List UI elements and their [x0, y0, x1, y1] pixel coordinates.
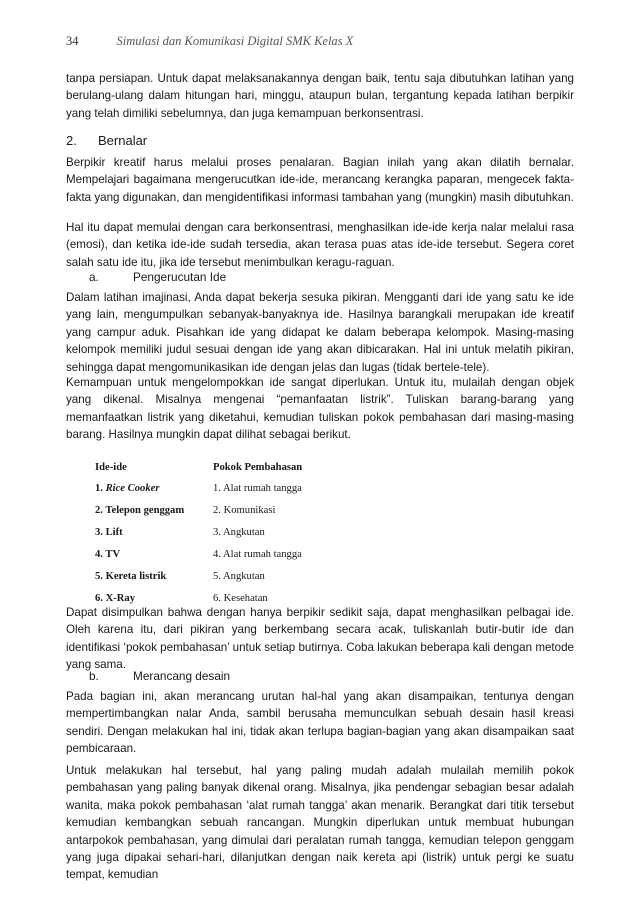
page-number: 34 [66, 34, 79, 48]
paragraph-merancang-1: Pada bagian ini, akan merancang urutan hal-hal yang akan disampaikan, tentunya dengan mempertimbangkan nalar Anda, sambil berusaha memunculkan sebuah desain hasil kreasi sendiri. Dengan melakukan hal ini, tidak akan terlupa bagian-bagian yang akan disampaikan saat pembicaraan. [66, 690, 574, 756]
table-cell-topic: 5. Angkutan [213, 570, 265, 582]
table-header-ideas: Ide-ide [95, 461, 127, 473]
table-cell-topic: 2. Komunikasi [213, 504, 276, 516]
table-row [95, 521, 363, 543]
table-header-row [95, 457, 363, 477]
table-cell-idea: 2. Telepon genggam [95, 504, 185, 516]
table-cell-idea: 4. TV [95, 548, 121, 560]
subheading-letter: a. [89, 270, 99, 284]
paragraph-intro: tanpa persiapan. Untuk dapat melaksanakannya dengan baik, tentu saja dibutuhkan latihan yang berulang-ulang dalam hitungan hari, minggu, ataupun bulan, tergantung kepada latihan berpikir yang telah dimiliki sebelumnya, dan juga kemampuan berkonsentrasi. [66, 72, 574, 120]
table-cell-topic: 3. Angkutan [213, 526, 265, 538]
table-cell-idea: 6. X-Ray [95, 592, 136, 604]
table-cell-idea: 5. Kereta listrik [95, 570, 167, 582]
table-row [95, 477, 363, 499]
section-title: Bernalar [98, 133, 148, 148]
table-row [95, 565, 363, 587]
table-cell-topic: 6. Kesehatan [213, 592, 268, 604]
table-header-topic: Pokok Pembahasan [213, 461, 303, 473]
table-row [95, 499, 363, 521]
page-header [66, 34, 353, 49]
table-cell-idea: 3. Lift [95, 526, 123, 538]
idea-number: 1. [95, 482, 106, 494]
section-heading-bernalar [66, 133, 147, 148]
paragraph-pengerucutan-2: Kemampuan untuk mengelompokkan ide sangat diperlukan. Untuk itu, mulailah dengan objek yang dikenal. Misalnya mengenai “pemanfaatan listrik”. Tuliskan barang-barang yang memanfaatkan listrik yang diketahui, kemudian tuliskan pokok pembahasan dari masing-masing barang. Hasilnya mungkin dapat dilihat sebagai berikut. [66, 376, 574, 442]
paragraph-pengerucutan-1: Dalam latihan imajinasi, Anda dapat bekerja sesuka pikiran. Mengganti dari ide yang satu ke ide yang lain, mengumpulkan sebanyak-banyaknya ide. Hasilnya barangkali merupakan ide kreatif yang campur aduk. Pisahkan ide yang didapat ke dalam beberapa kelompok. Masing-masing kelompok memiliki judul sesuai dengan ide yang akan dibicarakan. Hal ini untuk melatih pikiran, sehingga dapat mengomunikasikan ide dengan jelas dan lugas (tidak bertele-tele). [66, 291, 574, 374]
subheading-pengerucutan-ide [89, 270, 226, 284]
running-title: Simulasi dan Komunikasi Digital SMK Kelas X [116, 34, 354, 48]
subheading-merancang-desain [89, 669, 230, 683]
section-number: 2. [66, 133, 77, 148]
paragraph-bernalar-2: Hal itu dapat memulai dengan cara berkonsentrasi, menghasilkan ide-ide kerja nalar melalui rasa (emosi), dan ketika ide-ide sudah tersedia, akan terasa puas atas ide-ide tersebut. Segera coret salah satu ide itu, jika ide tersebut menimbulkan keragu-raguan. [66, 221, 574, 269]
idea-name: Rice Cooker [105, 482, 160, 494]
subheading-letter: b. [89, 669, 99, 683]
ideas-table [95, 457, 363, 609]
paragraph-merancang-2: Untuk melakukan hal tersebut, hal yang paling mudah adalah mulailah memilih pokok pembahasan yang paling banyak dikenal orang. Misalnya, jika pendengar sebagian besar adalah wanita, maka pokok pembahasan ‘alat rumah tangga’ akan menarik. Berangkat dari titik tersebut kemudian kembangkan sebuah rancangan. Mungkin diperlukan untuk membuat hubungan antarpokok pembahasan, yang dimulai dari peralatan rumah tangga, kemudian telepon genggam yang juga dipakai sehari-hari, dilanjutkan dengan naik kereta api (listrik) untuk pergi ke suatu tempat, kemudian [66, 764, 574, 882]
table-cell-topic: 4. Alat rumah tangga [213, 548, 302, 560]
table-row [95, 543, 363, 565]
table-cell-idea [95, 477, 213, 499]
subheading-title: Merancang desain [133, 669, 231, 683]
paragraph-bernalar-1: Berpikir kreatif harus melalui proses penalaran. Bagian inilah yang akan dilatih bernalar. Mempelajari bagaimana mengerucutkan ide-ide, merancang kerangka paparan, mengecek fakta-fakta yang digunakan, dan mengidentifikasi informasi tambahan yang (mungkin) masih dibutuhkan. [66, 156, 574, 204]
table-cell-topic: 1. Alat rumah tangga [213, 482, 302, 494]
paragraph-kesimpulan: Dapat disimpulkan bahwa dengan hanya berpikir sedikit saja, dapat menghasilkan pelbagai ide. Oleh karena itu, dari pikiran yang berkembang secara acak, tuliskanlah butir-butir ide dan identifikasi ‘pokok pembahasan’ untuk setiap butirnya. Coba lakukan beberapa kali dengan metode yang sama. [66, 606, 574, 672]
subheading-title: Pengerucutan Ide [133, 270, 227, 284]
